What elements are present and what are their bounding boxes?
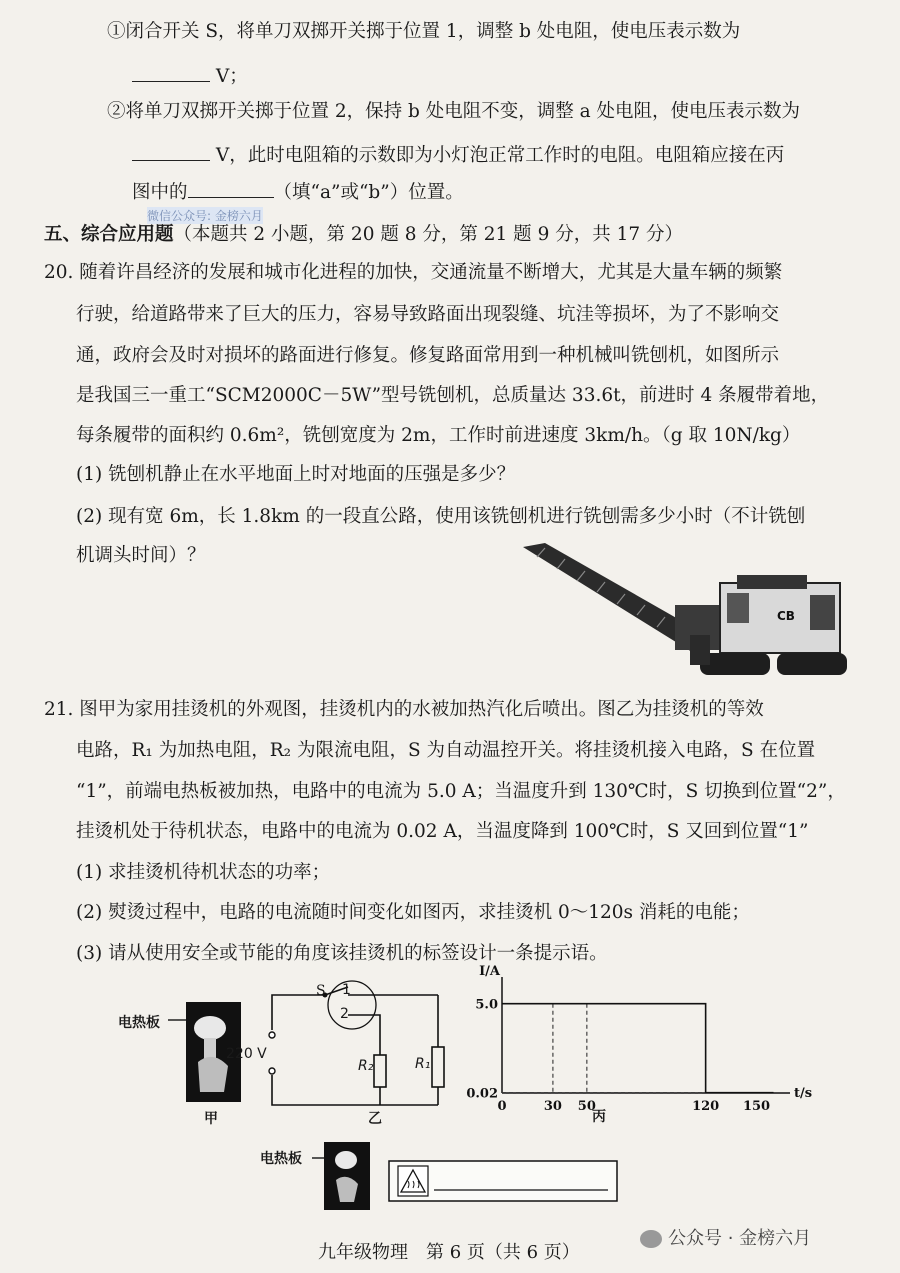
series-line <box>502 1004 774 1093</box>
q21-part1: (1) 求挂烫机待机状态的功率； <box>76 862 331 883</box>
q19-fill-prefix: 图中的 <box>132 182 188 203</box>
switch-pos2: 2 <box>340 1006 349 1022</box>
y-axis-label: I/A <box>479 964 500 979</box>
q20-line1: 20. 随着许昌经济的发展和城市化进程的加快，交通流量不断增大，尤其是大量车辆的频繁 <box>44 262 783 283</box>
x-tick-label: 0 <box>497 1099 507 1114</box>
q19-step2-text: ②将单刀双掷开关掷于位置 2，保持 b 处电阻不变，调整 a 处电阻，使电压表示数为 <box>107 101 801 122</box>
section-header <box>44 222 683 248</box>
warning-label-box[interactable] <box>388 1160 618 1202</box>
x-tick-label: 50 <box>577 1099 596 1114</box>
q19-step1-text: ①闭合开关 S，将单刀双掷开关掷于位置 1，调整 b 处电阻，使电压表示数为 <box>107 21 741 42</box>
circuit-diagram <box>250 975 460 1125</box>
svg-text:CB: CB <box>777 609 795 623</box>
q19-step2-fill <box>132 179 464 206</box>
q20-part2: (2) 现有宽 6m，长 1.8km 的一段直公路，使用该铣刨机进行铣刨需多少小时（不计铣刨 <box>76 506 806 527</box>
figure-bing-label: 丙 <box>592 1109 606 1125</box>
brand-watermark <box>640 1224 811 1250</box>
steamer-photo-small <box>312 1140 384 1212</box>
q21-part2: (2) 熨烫过程中，电路的电流随时间变化如图丙，求挂烫机 0～120s 消耗的电能； <box>76 902 750 923</box>
q20-line2: 行驶，给道路带来了巨大的压力，容易导致路面出现裂缝、坑洼等损坏，为了不影响交 <box>76 304 780 325</box>
q21-line4: 挂烫机处于待机状态，电路中的电流为 0.02 A，当温度降到 100℃时，S 又回到位置“1” <box>76 821 809 842</box>
answer-blank[interactable] <box>132 142 210 161</box>
x-axis-label: t/s <box>794 1086 813 1101</box>
q21-part3: (3) 请从使用安全或节能的角度该挂烫机的标签设计一条提示语。 <box>76 943 608 964</box>
q20-line4: 是我国三一重工“SCM2000C－5W”型号铣刨机，总质量达 33.6t，前进时 4 条履带着地， <box>76 385 830 406</box>
q21-line1: 21. 图甲为家用挂烫机的外观图，挂烫机内的水被加热汽化后喷出。图乙为挂烫机的等效 <box>44 699 764 720</box>
q21-line3: “1”，前端电热板被加热，电路中的电流为 5.0 A；当温度升到 130℃时，S 切换到位置“2”， <box>76 781 846 802</box>
heater-label-2: 电热板 <box>260 1151 302 1167</box>
switch-label: S <box>316 983 326 999</box>
heater-label: 电热板 <box>118 1015 160 1031</box>
q20-part1: (1) 铣刨机静止在水平地面上时对地面的压强是多少？ <box>76 464 516 485</box>
answer-blank[interactable] <box>188 179 274 198</box>
q19-step2 <box>107 99 800 125</box>
switch-pos1: 1 <box>342 982 351 998</box>
y-tick-label: 5.0 <box>475 997 498 1013</box>
x-tick-label: 30 <box>543 1099 562 1114</box>
milling-machine-illustration <box>515 535 860 685</box>
q19-step1-unit: V； <box>210 66 248 87</box>
y-tick-label: 0.02 <box>466 1086 498 1102</box>
current-time-chart <box>460 964 813 1125</box>
answer-blank[interactable] <box>132 63 210 82</box>
q19-step2-answer <box>132 142 784 169</box>
figure-jia-label: 甲 <box>204 1111 218 1127</box>
r2-label: R₂ <box>358 1058 374 1074</box>
q19-fill-suffix: （填“a”或“b”）位置。 <box>273 182 464 203</box>
r1-label: R₁ <box>415 1056 431 1072</box>
section-note: （本题共 2 小题，第 20 题 8 分，第 21 题 9 分，共 17 分） <box>173 224 684 245</box>
wechat-icon <box>640 1230 662 1248</box>
section-title: 五、综合应用题 <box>44 224 174 245</box>
q20-part2-cont: 机调头时间）？ <box>76 545 206 566</box>
q19-step2-text2: V，此时电阻箱的示数即为小灯泡正常工作时的电阻。电阻箱应接在丙 <box>210 145 785 166</box>
q21-line2: 电路，R₁ 为加热电阻，R₂ 为限流电阻，S 为自动温控开关。将挂烫机接入电路，S 在位置 <box>76 740 816 761</box>
x-tick-label: 150 <box>742 1099 771 1114</box>
q20-line5: 每条履带的面积约 0.6m²，铣刨宽度为 2m，工作时前进速度 3km/h。（g 取 10N/kg） <box>76 425 801 446</box>
page-footer: 九年级物理 第 6 页（共 6 页） <box>318 1242 580 1263</box>
q19-step1 <box>107 19 740 45</box>
figure-yi-label: 乙 <box>368 1111 382 1127</box>
watermark: 微信公众号: 金榜六月 <box>147 209 263 223</box>
q20-line3: 通，政府会及时对损坏的路面进行修复。修复路面常用到一种机械叫铣刨机，如图所示 <box>76 345 780 366</box>
brand-text: 公众号 · 金榜六月 <box>668 1228 812 1249</box>
voltage-label: 220 V <box>226 1046 267 1062</box>
x-tick-label: 120 <box>692 1099 720 1114</box>
q19-step1-answer <box>132 63 248 90</box>
